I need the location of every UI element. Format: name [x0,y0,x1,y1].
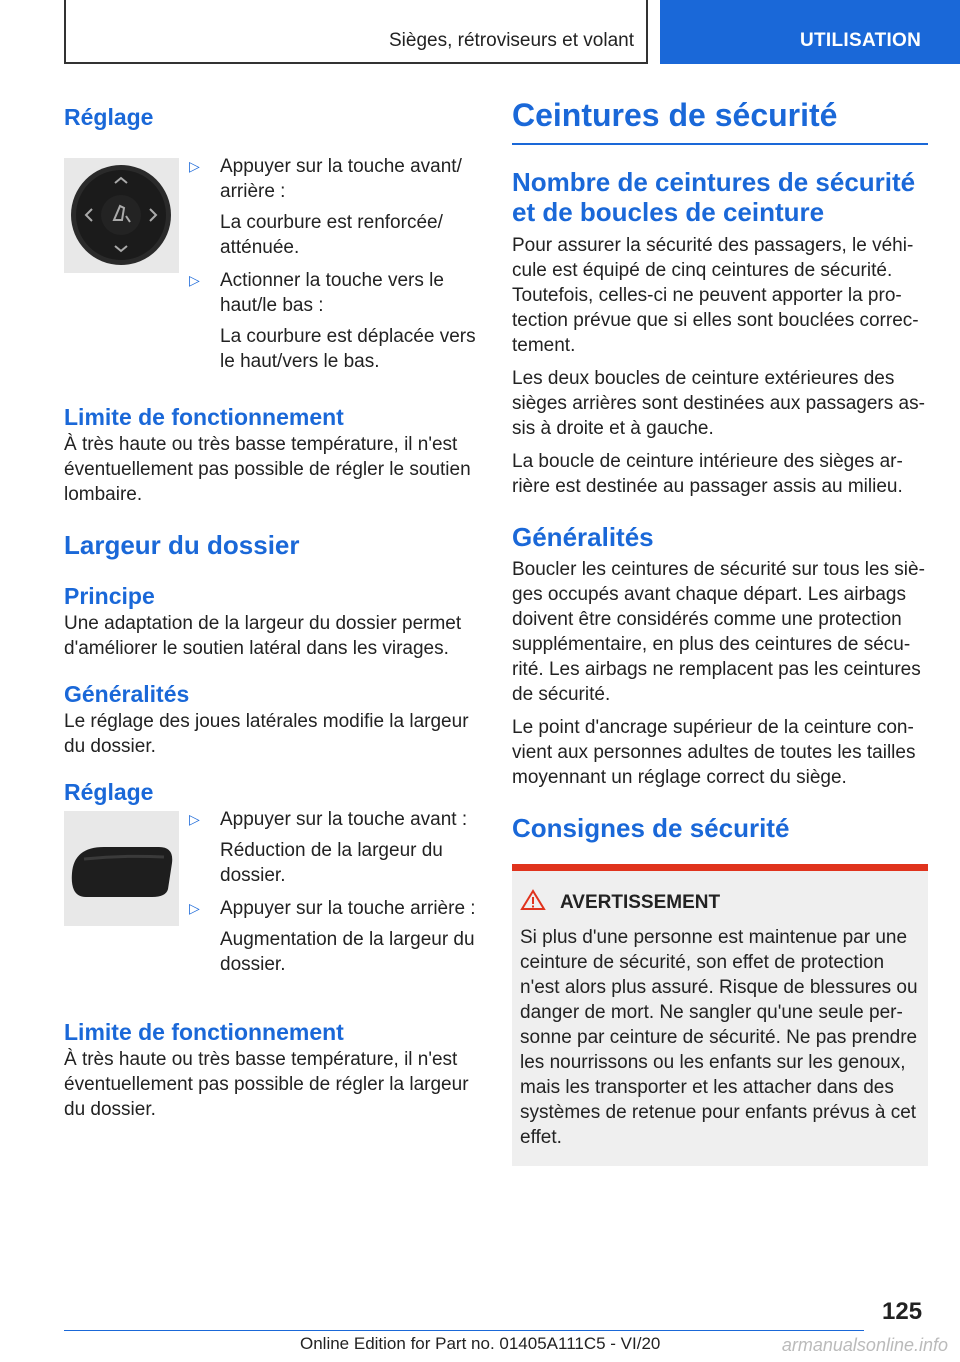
paragraph: À très haute ou très basse température, il n'est éventuellement pas possible de régler le soutien lombaire. [64,434,471,505]
footer-edition: Online Edition for Part no. 01405A111C5 - VI/20 [300,1334,661,1353]
warning-triangle-icon [520,889,560,917]
lumbar-switch-image [64,158,179,273]
header-tab[interactable] [660,0,960,64]
page-number: 125 [882,1298,923,1325]
step-item: ▷ Appuyer sur la touche avant : [189,809,468,830]
paragraph: La boucle de ceinture intérieure des sièges ar- rière est destinée au passager assis au milieu. [512,451,903,497]
warning-text: Si plus d'une personne est maintenue par une ceinture de sécurité, son effet de protection n'est alors plus assuré. Risque de blessures ou danger de mort. Ne sangler qu'une seule per- sonne par ceinture de sécurité. Ne pas prendre les nourrissons ou les enfants sur les genoux, mais les transporter et les attacher dans des systèmes de retenue pour enfants prévus à cet effet. [520,927,918,1148]
width-switch-image [64,811,179,926]
step-item: ▷ Appuyer sur la touche arrière : [189,898,476,919]
section-heading: Réglage [64,779,154,805]
step-item: ▷ Appuyer sur la touche avant/ arrière : [189,156,462,202]
lumbar-adjust-block [64,104,480,374]
header-title: Sièges, rétroviseurs et volant [388,30,634,51]
step-result: La courbure est renforcée/ atténuée. [220,212,443,258]
paragraph: Le point d'ancrage supérieur de la ceinture con- vient aux personnes adultes de toutes les tailles moyennant un réglage correct du siège. [512,717,916,788]
chapter-title: Ceintures de sécurité [512,95,928,145]
triangle-arrow-icon: ▷ [189,900,200,916]
section-heading: Réglage [64,104,154,130]
section-heading: Généralités [64,681,190,707]
header-tab-label: UTILISATION [800,30,922,51]
warning-title: AVERTISSEMENT [560,892,721,913]
step-result: La courbure est déplacée vers le haut/vers le bas. [220,326,476,372]
step-item: ▷ Actionner la touche vers le haut/le bas : [189,270,444,316]
section-heading: Limite de fonctionnement [64,1019,344,1045]
steps-list [189,104,480,374]
section-heading: Largeur du dossier [64,530,300,560]
paragraph: Le réglage des joues latérales modifie la largeur du dossier. [64,711,469,757]
section-heading: Principe [64,583,155,609]
paragraph: Les deux boucles de ceinture extérieures des sièges arrières sont destinées aux passagers as- sis à droite et à gauche. [512,368,925,439]
paragraph: Une adaptation de la largeur du dossier permet d'améliorer le soutien latéral dans les virages. [64,613,462,659]
triangle-arrow-icon: ▷ [189,158,200,174]
warning-box [512,864,928,1166]
paragraph: Boucler les ceintures de sécurité sur tous les siè- ges occupés avant chaque départ. Les airbags doivent être considérés comme une protection supplémentaire, en plus des ceintures de sécu- rité. Les airbags ne remplacent pas les ceintures de sécurité. [512,559,925,705]
steps-list [189,807,480,977]
step-result: Augmentation de la largeur du dossier. [220,929,475,975]
section-heading: Nombre de ceintures de sécurité et de boucles de ceinture [512,167,916,227]
step-result: Réduction de la largeur du dossier. [220,840,443,886]
left-column [64,95,480,1122]
right-column [512,95,928,1166]
paragraph: À très haute ou très basse température, il n'est éventuellement pas possible de régler la largeur du dossier. [64,1049,469,1120]
watermark: armanualsonline.info [781,1335,948,1355]
header-box [64,0,648,64]
section-heading: Généralités [512,522,654,552]
section-heading: Limite de fonctionnement [64,404,344,430]
paragraph: Pour assurer la sécurité des passagers, le véhi- cule est équipé de cinq ceintures de sécurité. Toutefois, celles-ci ne peuvent apporter la pro- tection prévue que si elles sont bouclées correc- tement. [512,235,919,356]
width-adjust-block [64,807,480,997]
section-heading: Consignes de sécurité [512,813,790,843]
triangle-arrow-icon: ▷ [189,811,200,827]
footer-divider [64,1330,864,1331]
triangle-arrow-icon: ▷ [189,272,200,288]
warning-header [520,889,920,917]
